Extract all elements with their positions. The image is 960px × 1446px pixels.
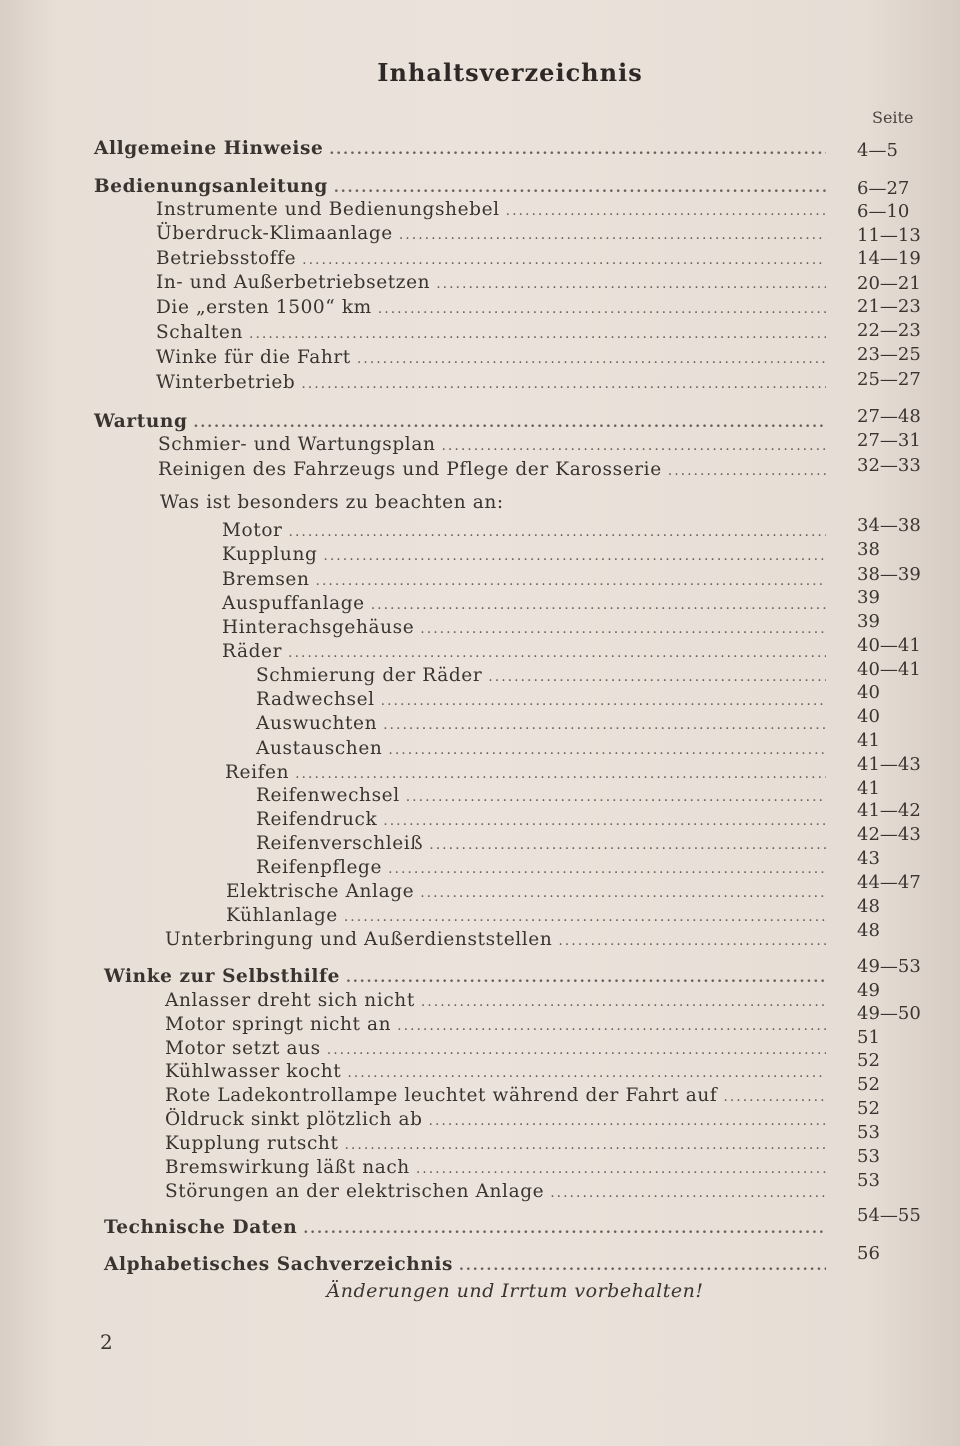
- toc-entry: [94, 411, 826, 432]
- dot-leader: [723, 1089, 826, 1105]
- dot-leader: [459, 1258, 826, 1274]
- toc-entry: [256, 689, 826, 710]
- toc-entry-label: Bremsen: [222, 569, 310, 590]
- toc-entry: [160, 492, 826, 513]
- toc-entry: [156, 248, 826, 269]
- toc-entry-label: Die „ersten 1500“ km: [156, 297, 372, 318]
- toc-entry: [226, 881, 826, 902]
- dot-leader: [383, 813, 826, 829]
- disclaimer-note: Änderungen und Irrtum vorbehalten!: [326, 1280, 704, 1302]
- toc-entry: [156, 322, 826, 343]
- toc-entry: [156, 223, 826, 244]
- dot-leader: [347, 1065, 826, 1081]
- toc-page-number: 40—41: [857, 635, 921, 656]
- dot-leader: [506, 203, 826, 219]
- page-number: 2: [100, 1330, 113, 1354]
- toc-entry-label: Alphabetisches Sachverzeichnis: [104, 1254, 454, 1275]
- toc-entry: [222, 544, 826, 565]
- dot-leader: [334, 180, 826, 196]
- toc-page-number: 38—39: [857, 564, 921, 585]
- toc-entry-label: Schmierung der Räder: [256, 665, 483, 686]
- toc-entry: [158, 434, 826, 455]
- toc-page-number: 53: [857, 1146, 880, 1167]
- dot-leader: [406, 789, 826, 805]
- toc-page-number: 41: [857, 778, 880, 799]
- toc-entry-label: Unterbringung und Außerdienststellen: [165, 929, 553, 950]
- dot-leader: [378, 301, 826, 317]
- toc-entry: [165, 1038, 826, 1059]
- toc-page-number: 51: [857, 1027, 880, 1048]
- toc-page-number: 40—41: [857, 659, 921, 680]
- toc-page-number: 44—47: [857, 872, 921, 893]
- dot-leader: [249, 326, 826, 342]
- toc-page-number: 52: [857, 1098, 880, 1119]
- toc-entry-label: Radwechsel: [256, 689, 375, 710]
- dot-leader: [668, 463, 826, 479]
- toc-entry-label: Bedienungsanleitung: [94, 176, 328, 197]
- dot-leader: [344, 1137, 826, 1153]
- toc-page-number: 11—13: [857, 225, 921, 246]
- toc-page-number: 6—27: [857, 178, 910, 199]
- toc-entry-label: Austauschen: [256, 738, 383, 759]
- toc-entry-label: Überdruck-Klimaanlage: [156, 223, 393, 244]
- dot-leader: [436, 276, 826, 292]
- toc-entry-label: Störungen an der elektrischen Anlage: [165, 1181, 545, 1202]
- toc-entry: [104, 1217, 826, 1238]
- toc-page-number: 20—21: [857, 273, 921, 294]
- dot-leader: [429, 837, 826, 853]
- toc-entry-label: Technische Daten: [104, 1217, 298, 1238]
- dot-leader: [289, 524, 827, 540]
- toc-page-number: 49—53: [857, 956, 921, 977]
- toc-entry: [94, 138, 826, 159]
- toc-page-number: 34—38: [857, 515, 921, 536]
- toc-page-number: 32—33: [857, 455, 921, 476]
- dot-leader: [357, 351, 826, 367]
- toc-page-number: 48: [857, 896, 880, 917]
- toc-page-number: 48: [857, 920, 880, 941]
- toc-entry-label: Rote Ladekontrollampe leuchtet während der Fahrt auf: [165, 1085, 718, 1106]
- toc-entry-label: Winke für die Fahrt: [156, 347, 351, 368]
- toc-page-number: 53: [857, 1170, 880, 1191]
- toc-entry: [104, 966, 826, 987]
- toc-entry-label: Elektrische Anlage: [226, 881, 415, 902]
- dot-leader: [288, 645, 826, 661]
- dot-leader: [327, 1042, 826, 1058]
- page-title: Inhaltsverzeichnis: [377, 58, 643, 87]
- toc-page-number: 39: [857, 611, 880, 632]
- dot-leader: [388, 861, 826, 877]
- toc-entry: [165, 1181, 826, 1202]
- dot-leader: [344, 909, 826, 925]
- dot-leader: [397, 1018, 826, 1034]
- toc-page-number: 42—43: [857, 824, 921, 845]
- toc-entry: [256, 833, 826, 854]
- toc-entry: [94, 176, 826, 197]
- toc-entry: [256, 857, 826, 878]
- dot-leader: [302, 252, 826, 268]
- page-column-header: Seite: [872, 108, 914, 127]
- toc-entry: [256, 713, 826, 734]
- toc-entry: [165, 1157, 826, 1178]
- dot-leader: [383, 717, 826, 733]
- toc-page-number: 22—23: [857, 320, 921, 341]
- toc-entry: [226, 905, 826, 926]
- toc-entry-label: Reinigen des Fahrzeugs und Pflege der Karosserie: [158, 459, 662, 480]
- dot-leader: [388, 742, 826, 758]
- toc-page-number: 41—43: [857, 754, 921, 775]
- dot-leader: [420, 621, 826, 637]
- toc-page-number: 41: [857, 730, 880, 751]
- toc-entry-label: Motor: [222, 520, 283, 541]
- toc-entry: [156, 372, 826, 393]
- toc-entry-label: Reifendruck: [256, 809, 378, 830]
- toc-entry-label: Schalten: [156, 322, 243, 343]
- dot-leader: [429, 1113, 826, 1129]
- toc-page-number: 43: [857, 848, 880, 869]
- dot-leader: [488, 669, 826, 685]
- toc-page-number: 53: [857, 1122, 880, 1143]
- toc-entry: [225, 762, 826, 783]
- toc-page-number: 14—19: [857, 248, 921, 269]
- toc-entry: [222, 520, 826, 541]
- toc-page-number: 6—10: [857, 201, 910, 222]
- dot-leader: [371, 597, 826, 613]
- dot-leader: [329, 142, 826, 158]
- toc-entry: [222, 617, 826, 638]
- toc-entry: [222, 569, 826, 590]
- dot-leader: [416, 1161, 826, 1177]
- toc-entry-label: Motor setzt aus: [165, 1038, 321, 1059]
- toc-entry-label: Hinterachsgehäuse: [222, 617, 415, 638]
- toc-entry: [256, 809, 826, 830]
- toc-entry-label: Kühlanlage: [226, 905, 338, 926]
- toc-page-number: 54—55: [857, 1205, 921, 1226]
- toc-entry-label: Winke zur Selbsthilfe: [104, 966, 340, 987]
- toc-entry-label: Räder: [222, 641, 283, 662]
- toc-page-number: 27—31: [857, 430, 921, 451]
- toc-page-number: 52: [857, 1050, 880, 1071]
- toc-entry-label: Reifenwechsel: [256, 785, 400, 806]
- toc-page-number: 56: [857, 1243, 880, 1264]
- toc-page-number: 40: [857, 682, 880, 703]
- toc-entry: [158, 459, 826, 480]
- toc-entry: [165, 1085, 826, 1106]
- dot-leader: [550, 1185, 826, 1201]
- toc-entry-label: Instrumente und Bedienungshebel: [156, 199, 500, 220]
- toc-page-number: 4—5: [857, 140, 898, 161]
- toc-page-number: 41—42: [857, 800, 921, 821]
- toc-page-number: 23—25: [857, 344, 921, 365]
- toc-page-number: 25—27: [857, 369, 921, 390]
- dot-leader: [301, 376, 826, 392]
- toc-page-number: 40: [857, 706, 880, 727]
- toc-entry: [256, 785, 826, 806]
- dot-leader: [295, 766, 826, 782]
- toc-entry: [222, 641, 826, 662]
- dot-leader: [303, 1221, 826, 1237]
- toc-entry-label: Schmier- und Wartungsplan: [158, 434, 436, 455]
- toc-entry-label: Kupplung rutscht: [165, 1133, 339, 1154]
- dot-leader: [381, 693, 826, 709]
- toc-entry: [165, 990, 826, 1011]
- toc-entry-label: Reifenpflege: [256, 857, 383, 878]
- dot-leader: [399, 227, 826, 243]
- dot-leader: [421, 994, 826, 1010]
- toc-entry-label: Kühlwasser kocht: [165, 1061, 342, 1082]
- toc-entry-label: Was ist besonders zu beachten an:: [160, 492, 504, 513]
- toc-entry: [156, 199, 826, 220]
- toc-entry-label: Reifenverschleiß: [256, 833, 424, 854]
- toc-entry-label: Kupplung: [222, 544, 318, 565]
- toc-entry-label: Betriebsstoffe: [156, 248, 297, 269]
- toc-entry: [156, 272, 826, 293]
- toc-page-number: 49—50: [857, 1003, 921, 1024]
- toc-page-number: 38: [857, 539, 880, 560]
- toc-entry: [165, 1014, 826, 1035]
- dot-leader: [346, 970, 826, 986]
- toc-entry-label: Wartung: [94, 411, 188, 432]
- toc-entry-label: In- und Außerbetriebsetzen: [156, 272, 431, 293]
- toc-entry-label: Auspuffanlage: [222, 593, 365, 614]
- toc-entry-label: Öldruck sinkt plötzlich ab: [165, 1109, 423, 1130]
- toc-entry: [222, 593, 826, 614]
- toc-entry-label: Motor springt nicht an: [165, 1014, 392, 1035]
- toc-entry: [165, 1109, 826, 1130]
- toc-entry-label: Bremswirkung läßt nach: [165, 1157, 410, 1178]
- toc-entry: [256, 738, 826, 759]
- dot-leader: [420, 885, 826, 901]
- toc-page-number: 27—48: [857, 406, 921, 427]
- toc-entry: [165, 929, 826, 950]
- toc-page-number: 52: [857, 1074, 880, 1095]
- toc-entry: [104, 1254, 826, 1275]
- dot-leader: [441, 438, 826, 454]
- dot-leader: [558, 933, 826, 949]
- toc-entry: [165, 1061, 826, 1082]
- toc-entry-label: Anlasser dreht sich nicht: [165, 990, 415, 1011]
- toc-page-number: 39: [857, 587, 880, 608]
- dot-leader: [316, 573, 827, 589]
- toc-page-number: 21—23: [857, 296, 921, 317]
- toc-entry: [165, 1133, 826, 1154]
- toc-entry-label: Winterbetrieb: [156, 372, 296, 393]
- toc-entry: [256, 665, 826, 686]
- dot-leader: [193, 415, 826, 431]
- toc-entry-label: Auswuchten: [256, 713, 378, 734]
- toc-entry: [156, 297, 826, 318]
- toc-page-number: 49: [857, 980, 880, 1001]
- toc-entry-label: Reifen: [225, 762, 290, 783]
- dot-leader: [323, 548, 826, 564]
- toc-entry: [156, 347, 826, 368]
- toc-entry-label: Allgemeine Hinweise: [94, 138, 324, 159]
